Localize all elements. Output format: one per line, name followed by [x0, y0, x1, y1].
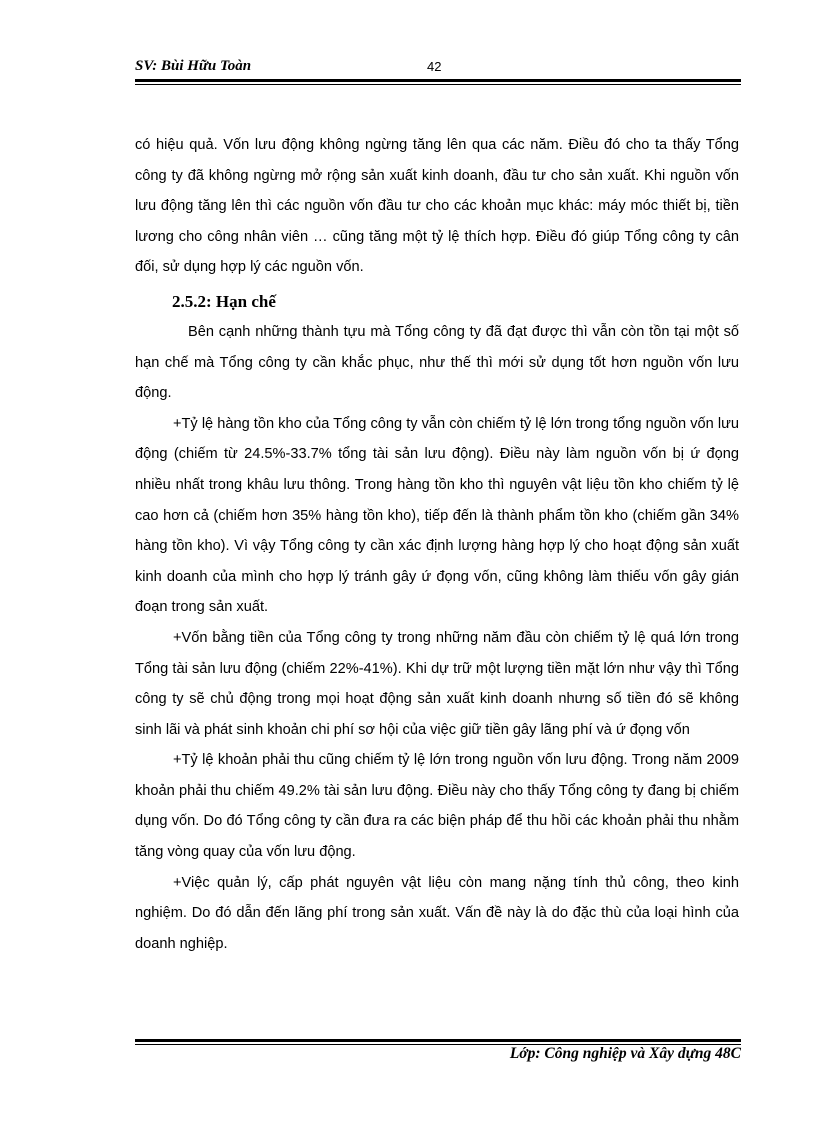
page-header	[135, 58, 741, 80]
materials-paragraph: +Việc quản lý, cấp phát nguyên vật liệu còn mang nặng tính thủ công, theo kinh nghiệm. Do đó dẫn đến lãng phí trong sản xuất. Vấn đề này là do đặc thù của loại hình của doanh nghiệp.	[135, 874, 739, 952]
page-number: 42	[427, 59, 442, 74]
header-rule-thin	[135, 84, 741, 85]
receivables-paragraph: +Tỷ lệ khoản phải thu cũng chiếm tỷ lệ lớn trong nguồn vốn lưu động. Trong năm 2009 khoản phải thu chiếm 49.2% tài sản lưu động. Điều này cho thấy Tổng công ty đang bị chiếm dụng vốn. Do đó Tổng công ty cần đưa ra các biện pháp để thu hồi các khoản phải thu nhằm tăng vòng quay của vốn lưu động.	[135, 752, 739, 861]
header-rule-thick	[135, 79, 741, 82]
cash-paragraph: +Vốn bằng tiền của Tổng công ty trong những năm đầu còn chiếm tỷ lệ quá lớn trong Tổng tài sản lưu động (chiếm 22%-41%). Khi dự trữ một lượng tiền mặt lớn như vậy thì Tổng công ty sẽ chủ động trong mọi hoạt động sản xuất kinh doanh nhưng số tiền đó sẽ không sinh lãi và phát sinh khoản chi phí sơ hội của việc giữ tiền gây lãng phí và ứ đọng vốn	[135, 629, 739, 738]
section-heading: 2.5.2: Hạn chế	[172, 291, 276, 311]
limitations-paragraph: Bên cạnh những thành tựu mà Tổng công ty đã đạt được thì vẫn còn tồn tại một số hạn chế mà Tổng công ty cần khắc phục, như thế thì mới sử dụng tốt hơn nguồn vốn lưu động.	[135, 323, 739, 402]
footer-rule-thick	[135, 1039, 741, 1042]
class-label: Lớp: Công nghiệp và Xây dựng 48C	[509, 1045, 741, 1062]
inventory-paragraph: +Tỷ lệ hàng tồn kho của Tổng công ty vẫn còn chiếm tỷ lệ lớn trong tổng nguồn vốn lưu động (chiếm từ 24.5%-33.7% tổng tài sản lưu động). Điều này làm nguồn vốn bị ứ đọng nhiều nhất trong khâu lưu thông. Trong hàng tồn kho thì nguyên vật liệu tồn kho chiếm tỷ lệ cao hơn cả (chiếm hơn 35% hàng tồn kho), tiếp đến là thành phẩm tồn kho (chiếm gần 34% hàng tồn kho). Vì vậy Tổng công ty cần xác định lượng hàng hợp lý cho hoạt động sản xuất kinh doanh của mình cho hợp lý tránh gây ứ đọng vốn, cũng không làm thiếu vốn gây gián đoạn trong sản xuất.	[135, 415, 739, 616]
intro-paragraph: có hiệu quả. Vốn lưu động không ngừng tăng lên qua các năm. Điều đó cho ta thấy Tổng công ty đã không ngừng mở rộng sản xuất kinh doanh, đầu tư cho sản xuất. Khi nguồn vốn lưu động tăng lên thì các nguồn vốn đầu tư cho các khoản mục khác: máy móc thiết bị, tiền lương cho công nhân viên … cũng tăng một tỷ lệ thích hợp. Điều đó giúp Tổng công ty cân đối, sử dụng hợp lý các nguồn vốn.	[135, 137, 739, 276]
page-body	[135, 130, 739, 959]
student-name: SV: Bùi Hữu Toàn	[135, 58, 252, 74]
